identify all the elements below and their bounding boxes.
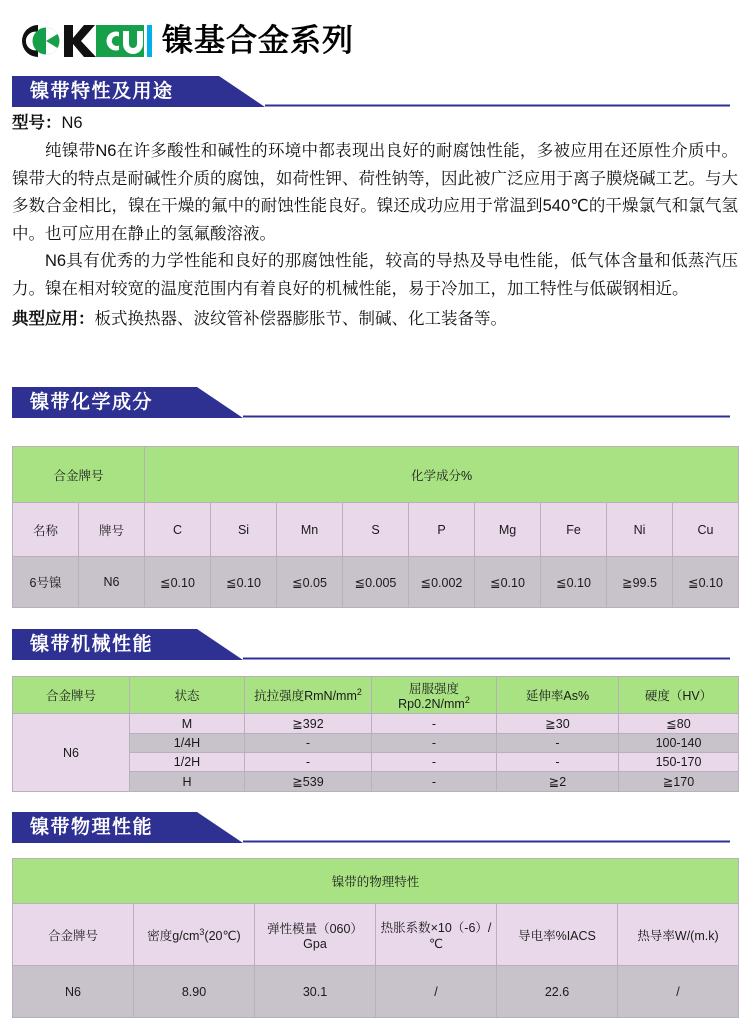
cell: N6	[13, 966, 134, 1018]
cell: ≧2	[497, 772, 619, 792]
cell: 22.6	[497, 966, 618, 1018]
cell: ≦0.10	[673, 557, 739, 608]
cell: ≧170	[619, 772, 739, 792]
cell: -	[497, 734, 619, 753]
col-header: P	[409, 503, 475, 557]
col-header: 屈服强度 $Rp0.2N/mm^2$	[372, 677, 497, 714]
table-group-header-row	[13, 859, 739, 904]
col-header: S	[343, 503, 409, 557]
cell: /	[618, 966, 739, 1018]
cell: M	[130, 714, 245, 734]
section-banner-features	[12, 76, 730, 107]
cell: -	[245, 734, 372, 753]
cell: ≧539	[245, 772, 372, 792]
col-header: Fe	[541, 503, 607, 557]
col-header: 热导率W/(m.k)	[618, 904, 739, 966]
table-header-row	[13, 503, 739, 557]
company-logo	[16, 22, 156, 60]
table-row	[13, 714, 739, 734]
intro-paragraph-2: N6具有优秀的力学性能和良好的那腐蚀性能，较高的导热及导电性能，低气体含量和低蒸汽压力。镍在相对较宽的温度范围内有着良好的机械性能，易于冷加工，加工特性与低碳钢相近。	[12, 252, 738, 298]
cell: N6	[79, 557, 145, 608]
physical-properties-table	[12, 858, 739, 1018]
col-header: 热胀系数×10（-6）/ ℃	[376, 904, 497, 966]
col-header: Mn	[277, 503, 343, 557]
cell: 30.1	[255, 966, 376, 1018]
cell: H	[130, 772, 245, 792]
cell: ≦0.10	[145, 557, 211, 608]
page-header	[0, 0, 750, 72]
table-row	[13, 557, 739, 608]
table-header-row	[13, 677, 739, 714]
col-header: 合金牌号	[13, 904, 134, 966]
col-header: C	[145, 503, 211, 557]
col-header: 硬度（HV）	[619, 677, 739, 714]
cell: ≦0.05	[277, 557, 343, 608]
intro-block	[12, 110, 738, 333]
col-header: 密度$g/cm^3(20℃)$	[134, 904, 255, 966]
application-label: 典型应用：	[12, 310, 95, 328]
cell: -	[372, 734, 497, 753]
col-header: 弹性模量（060） Gpa	[255, 904, 376, 966]
cell: ≧99.5	[607, 557, 673, 608]
application-line	[12, 305, 738, 333]
cell: 1/4H	[130, 734, 245, 753]
physical-table-title: 镍带的物理特性	[13, 859, 739, 904]
cell: ≦0.10	[211, 557, 277, 608]
table-group-header-row	[13, 447, 739, 503]
col-header: 状态	[130, 677, 245, 714]
cell: 8.90	[134, 966, 255, 1018]
section-title: 镍带物理性能	[30, 817, 154, 838]
cell: 100-140	[619, 734, 739, 753]
model-value: N6	[61, 114, 83, 132]
cell: -	[245, 753, 372, 772]
section-banner-mechanical	[12, 629, 730, 660]
section-title: 镍带特性及用途	[30, 81, 174, 102]
cell: ≧392	[245, 714, 372, 734]
cell: -	[497, 753, 619, 772]
cell: -	[372, 714, 497, 734]
cell: /	[376, 966, 497, 1018]
model-label: 型号：	[12, 114, 62, 132]
model-line	[12, 110, 738, 136]
chemical-composition-table	[12, 446, 739, 608]
cell: -	[372, 772, 497, 792]
col-header: 名称	[13, 503, 79, 557]
table-header-row	[13, 904, 739, 966]
col-header: Ni	[607, 503, 673, 557]
intro-paragraph-1: 纯镍带N6在许多酸性和碱性的环境中都表现出良好的耐腐蚀性能，多被应用在还原性介质中。镍带大的特点是耐碱性介质的腐蚀，如荷性钾、荷性钠等，因此被广泛应用于离子膜烧碱工艺。与大多数合金相比，镍在干燥的氟中的耐蚀性能良好。镍还成功应用于常温到540℃的干燥氯气和氯气氢 中。也可应用在静止的氢氟酸溶液。	[12, 142, 738, 243]
cell: 150-170	[619, 753, 739, 772]
cell: 6号镍	[13, 557, 79, 608]
cell: ≦0.10	[541, 557, 607, 608]
ckcu-logo-icon	[16, 22, 156, 60]
mechanical-properties-table	[12, 676, 739, 792]
cell: 1/2H	[130, 753, 245, 772]
col-header: 抗拉强度RmN/$mm^2$	[245, 677, 372, 714]
cell: ≦0.002	[409, 557, 475, 608]
col-header: 牌号	[79, 503, 145, 557]
section-title: 镍带化学成分	[30, 392, 154, 413]
cell: ≦0.10	[475, 557, 541, 608]
section-title: 镍带机械性能	[30, 634, 154, 655]
col-header: Si	[211, 503, 277, 557]
col-header: 合金牌号	[13, 677, 130, 714]
section-banner-physical	[12, 812, 730, 843]
table-row	[13, 966, 739, 1018]
grade-cell: N6	[13, 714, 130, 792]
cell: ≦0.005	[343, 557, 409, 608]
group-header-grade: 合金牌号	[13, 447, 145, 503]
group-header-composition: 化学成分%	[145, 447, 739, 503]
col-header: Cu	[673, 503, 739, 557]
brand-title: 镍基合金系列	[162, 23, 354, 58]
col-header: 导电率%IACS	[497, 904, 618, 966]
cell: ≧30	[497, 714, 619, 734]
section-banner-chemical	[12, 387, 730, 418]
col-header: 延伸率As%	[497, 677, 619, 714]
application-value: 板式换热器、波纹管补偿器膨胀节、制碱、化工装备等。	[94, 310, 507, 328]
cell: ≦80	[619, 714, 739, 734]
col-header: Mg	[475, 503, 541, 557]
cell: -	[372, 753, 497, 772]
